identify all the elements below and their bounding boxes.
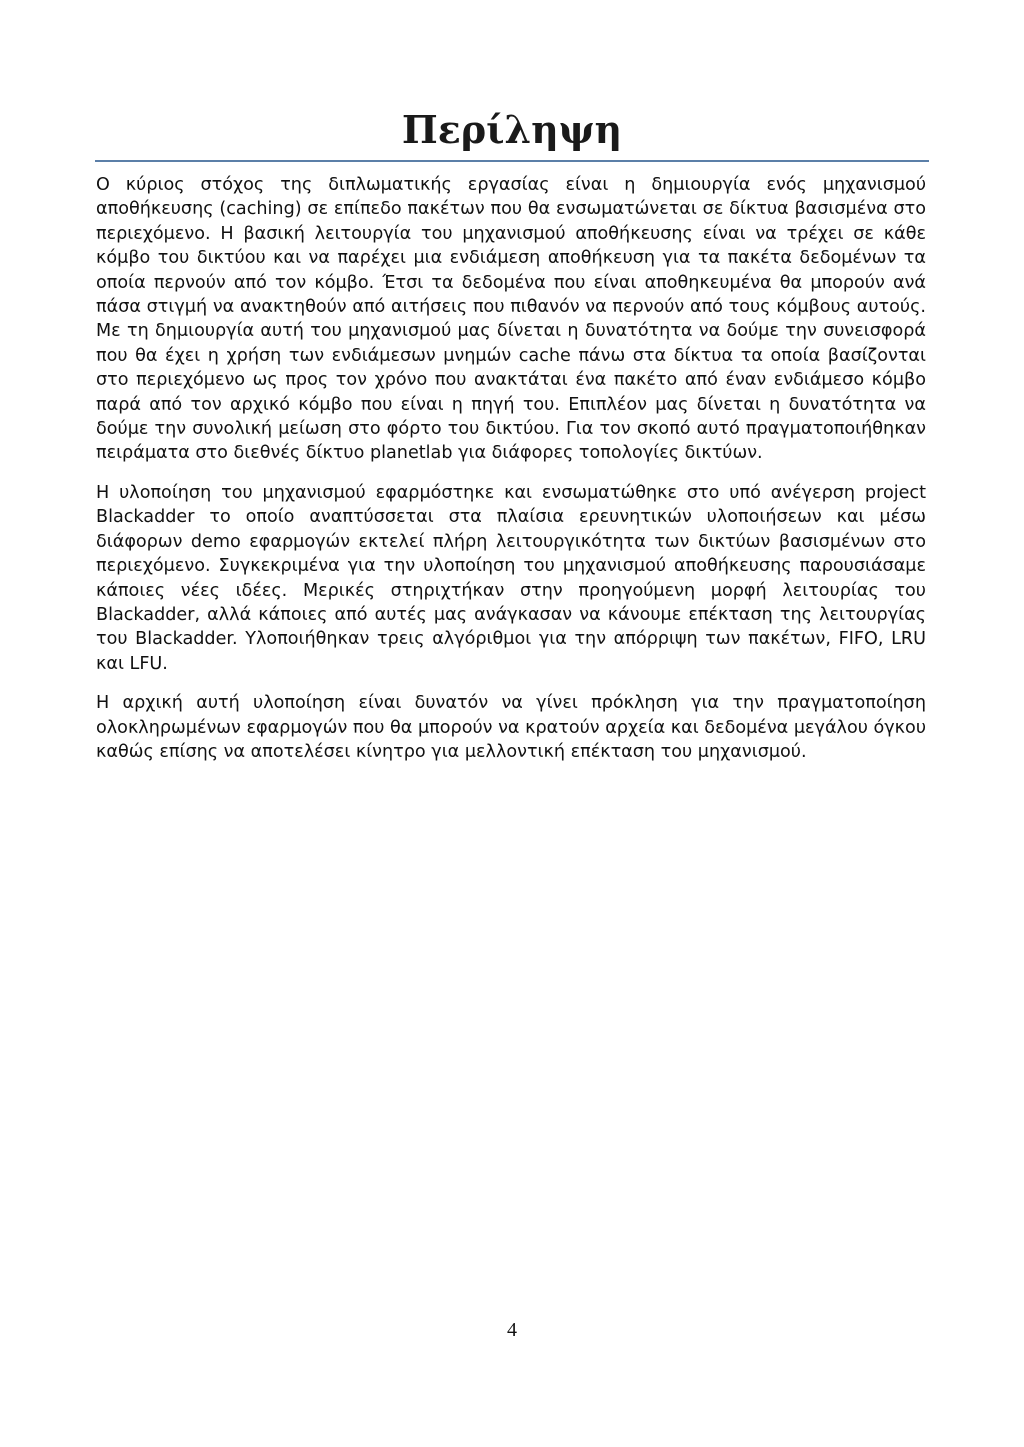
paragraph-1: Ο κύριος στόχος της διπλωματικής εργασίας είναι η δημιουργία ενός μηχανισμού αποθήκευσης (caching) σε επίπεδο πακέτων που θα ενσωματώνεται σε δίκτυα βασισμένα στο περιεχόμενο. Η βασική λειτουργία του μηχανισμού αποθήκευσης είναι να τρέχει σε κάθε κόμβο του δικτύου και να παρέχει μια ενδιάμεση αποθήκευση για τα πακέτα δεδομένων τα οποία περνούν από τον κόμβο. Έτσι τα δεδομένα που είναι αποθηκευμένα θα μπορούν ανά πάσα στιγμή να ανακτηθούν από αιτήσεις που πιθανόν να περνούν από τους κόμβους αυτούς. Με τη δημιουργία αυτή του μηχανισμού μας δίνεται η δυνατότητα να δούμε την συνεισφορά που θα έχει η χρήση των ενδιάμεσων μνημών cache πάνω στα δίκτυα τα οποία βασίζονται στο περιεχόμενο ως προς τον χρόνο που ανακτάται ένα πακέτο από έναν ενδιάμεσο κόμβο παρά από τον αρχικό κόμβο που είναι η πηγή του. Επιπλέον μας δίνεται η δυνατότητα να δούμε την συνολική μείωση στο φόρτο του δικτύου. Για τον σκοπό αυτό πραγματοποιήθηκαν πειράματα στο διεθνές δίκτυο planetlab για διάφορες τοπολογίες δικτύων. [96,175,926,464]
page-number: 4 [507,1319,517,1341]
paragraph-3: Η αρχική αυτή υλοποίηση είναι δυνατόν να γίνει πρόκληση για την πραγματοποίηση ολοκληρωμένων εφαρμογών που θα μπορούν να κρατούν αρχεία και δεδομένα μεγάλου όγκου καθώς επίσης να αποτελέσει κίνητρο για μελλοντική επέκταση του μηχανισμού. [96,693,926,762]
body-text [96,173,926,779]
paragraph-2: Η υλοποίηση του μηχανισμού εφαρμόστηκε και ενσωματώθηκε στο υπό ανέγερση project Blackadder το οποίο αναπτύσσεται στα πλαίσια ερευνητικών υλοποιήσεων και μέσω διάφορων demo εφαρμογών εκτελεί πλήρη λειτουργικότητα των δικτύων βασισμένων στο περιεχόμενο. Συγκεκριμένα για την υλοποίηση του μηχανισμού αποθήκευσης παρουσιάσαμε κάποιες νέες ιδέες. Μερικές στηριχτήκαν στην προηγούμενη μορφή λειτουρίας του Blackadder, αλλά κάποιες από αυτές μας ανάγκασαν να κάνουμε επέκταση της λειτουργίας του Blackadder. Υλοποιήθηκαν τρεις αλγόριθμοι για την απόρριψη των πακέτων, FIFO, LRU και LFU. [96,482,926,674]
title-underline [95,160,929,162]
page-title: Περίληψη [401,107,623,152]
